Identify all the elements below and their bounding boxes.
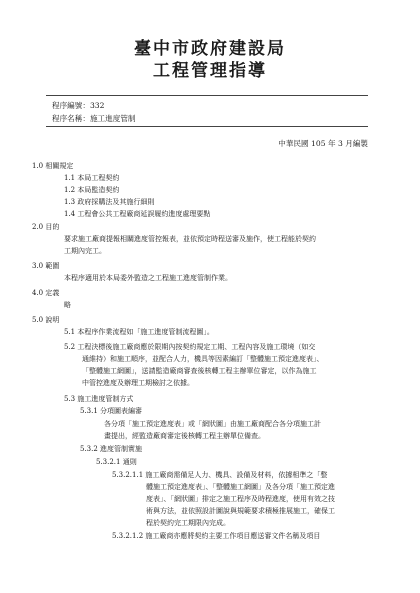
paragraph-line: 本程序適用於本局委外監造之工程施工進度管制作業。 xyxy=(64,274,232,282)
paragraph-line: 略 xyxy=(64,301,71,309)
list-item: 5.3.2.1 通則 xyxy=(96,458,137,466)
compile-date: 中華民國 105 年 3 月編製 xyxy=(278,139,368,148)
section-heading: 4.0 定義 xyxy=(32,289,60,297)
list-item: 5.3.2 進度管制實施 xyxy=(80,445,143,453)
agency-title: 臺中市政府建設局 xyxy=(134,39,286,59)
paragraph-line: 「整體施工網圖」，送請監造廠商審查後核轉工程主辦單位審定，以作為施工 xyxy=(82,367,317,375)
header-bottom-rule xyxy=(46,126,368,127)
paragraph-line: 體施工預定進度表」、「整體施工網圖」及各分項「施工預定進 xyxy=(146,483,335,491)
paragraph-line: 術與方法，並依照設計圖說與規範要求積極推展施工，確保工 xyxy=(146,507,335,515)
list-item: 5.1 本程序作業流程如「施工進度管制流程圖」。 xyxy=(64,328,214,336)
paragraph-line: 5.3.2.1.2 施工廠商亦應將契約主要工作項目應送審文件名稱及項目 xyxy=(112,532,321,540)
list-item: 5.2 工程決標後施工廠商應於限期內按契約規定工期、工程內容及施工環境（如交 xyxy=(64,343,316,351)
program-number: 程序編號：332 xyxy=(52,101,105,110)
program-name: 程序名稱：施工進度管制 xyxy=(52,114,136,123)
paragraph-line: 程於契約完工期限內完成。 xyxy=(146,519,230,527)
header-top-rule xyxy=(46,95,368,96)
paragraph-line: 中管控進度及辦理工期檢討之依據。 xyxy=(82,379,194,387)
paragraph-line: 畫提出，經監造廠商審定後核轉工程主辦單位備查。 xyxy=(104,432,265,440)
paragraph-line: 各分項「施工預定進度表」或「網狀圖」由施工廠商配合各分項施工計 xyxy=(104,420,321,428)
paragraph-line: 通維持）和施工順序，並配合人力，機具等因素編訂「整體施工預定進度表」、 xyxy=(82,355,324,363)
list-item: 1.2 本局監造契約 xyxy=(64,186,120,194)
paragraph-line: 工期內完工。 xyxy=(64,247,106,255)
list-item: 1.1 本局工程契約 xyxy=(64,174,120,182)
paragraph-line: 要求施工廠商提報相關進度管控報表，並依預定時程送審及施作，使工程能於契約 xyxy=(64,235,316,243)
section-heading: 1.0 相關規定 xyxy=(32,162,74,170)
list-item: 1.4 工程會公共工程廠商延誤履約進度處理要點 xyxy=(64,210,211,218)
section-heading: 2.0 目的 xyxy=(32,223,60,231)
list-item: 1.3 政府採購法及其施行細則 xyxy=(64,198,155,206)
section-heading: 3.0 範圍 xyxy=(32,262,60,270)
paragraph-line: 5.3.2.1.1 施工廠商需備足人力、機具、設備及材料，依據相準之「整 xyxy=(112,471,328,479)
list-item: 5.3.1 分項圖表編審 xyxy=(80,407,143,415)
list-item: 5.3 施工進度管制方式 xyxy=(64,395,134,403)
section-heading: 5.0 說明 xyxy=(32,316,60,324)
paragraph-line: 度表」、「網狀圖」排定之施工程序及時程進度，使用有效之技 xyxy=(146,495,335,503)
document-title: 工程管理指導 xyxy=(153,61,267,81)
